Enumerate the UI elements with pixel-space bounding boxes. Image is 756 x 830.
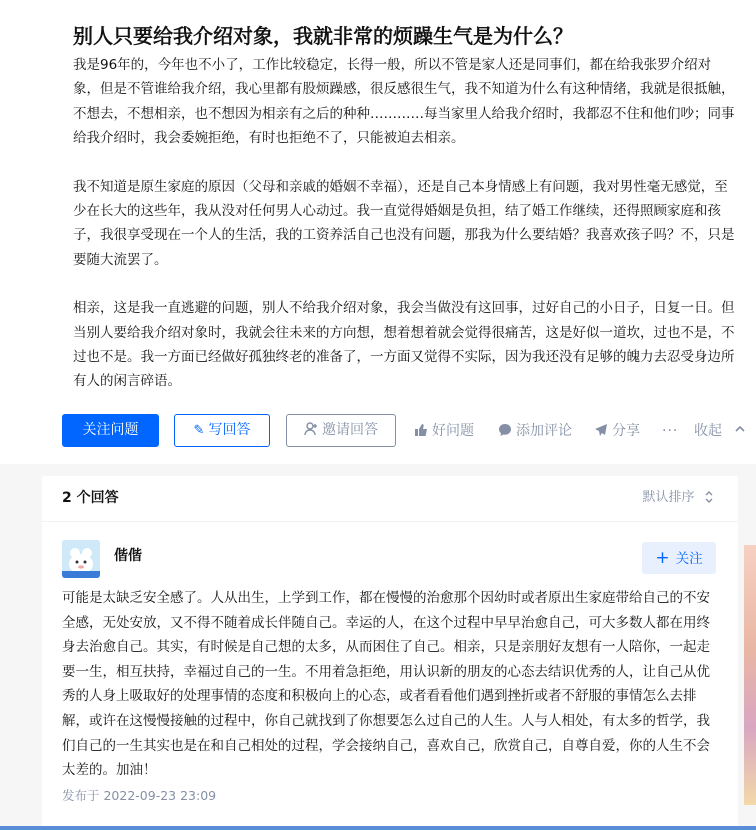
question-actions [62, 414, 756, 448]
collapse-button[interactable]: 收起 [694, 423, 722, 439]
good-question-label: 好问题 [432, 423, 474, 439]
answer-content: 可能是太缺乏安全感了。人从出生，上学到工作，都在慢慢的治愈那个因幼时或者原出生家庭带给自己的不安全感，无处安放，又不得不随着成长伴随自己。幸运的人，在这个过程中早早治愈自己，可大多数人都在用终身去治愈自己。其实，有时候是自己想的太多，从而困住了自己。相亲，只是亲朋好友想有一人陪你，一起走要一生，相互扶持，幸福过自己的一生。不用着急拒绝，用认识新的朋友的心态去结识优秀的人，让自己从优秀的人身上吸取好的处理事情的态度和积极向上的心态，或者看看他们遇到挫折或者不舒服的事情怎么去排解，或许在这慢慢接触的过程中，你自己就找到了你想要怎么过自己的人生。人与人相处，有太多的哲学，我们自己的一生其实也是在和自己相处的过程，学会接纳自己，喜欢自己，欣赏自己，自尊自爱，你的人生不会太差的。加油！ [62, 590, 710, 779]
question-paragraph: 相亲，这是我一直逃避的问题，别人不给我介绍对象，我会当做没有这回事，过好自己的小日子，日复一日。但当别人要给我介绍对象时，我就会往未来的方向想，想着想着就会觉得很痛苦，这是好似一道坎，过也不是，不过也不是。我一方面已经做好孤独终老的准备了，一方面又觉得不实际，因为我还没有足够的魄力去忍受身边所有人的闲言碎语。 [73, 300, 735, 390]
write-answer-label: 写回答 [208, 422, 251, 438]
add-comment-label: 添加评论 [516, 423, 572, 439]
question-paragraph: 我是96年的，今年也不小了，工作比较稳定，长得一般，所以不管是家人还是同事们，都在给我张罗介绍对象，但是不管谁给我介绍，我心里都有股烦躁感，很反感很生气，我不知道为什么有这种情绪，我就是很抵触，不想去，不想相亲，也不想因为相亲有之后的种种…………每当家里人给我介绍时，我都忍不住和他们吵；同事给我介绍时，我会委婉拒绝，有时也拒绝不了，只能被迫去相亲。 [73, 57, 735, 147]
answer-count: 2 个回答 [62, 490, 119, 506]
follow-question-button[interactable]: 关注问题 [62, 414, 159, 447]
invite-icon [304, 415, 318, 446]
sort-dropdown[interactable] [642, 488, 714, 508]
comment-icon [498, 422, 512, 442]
bottom-bar [0, 826, 756, 830]
share-icon [594, 422, 608, 442]
share-button[interactable] [594, 421, 640, 442]
answer-timestamp: 发布于 2022-09-23 23:09 [62, 788, 217, 803]
follow-author-label: 关注 [675, 551, 703, 567]
avatar[interactable] [62, 540, 100, 578]
more-button[interactable]: ··· [662, 423, 679, 439]
good-question-button[interactable] [414, 421, 474, 442]
share-label: 分享 [612, 423, 640, 439]
question-description [73, 53, 737, 418]
question-title: 别人只要给我介绍对象，我就非常的烦躁生气是为什么？ [73, 24, 573, 48]
question-paragraph: 我不知道是原生家庭的原因（父母和亲戚的婚姻不幸福），还是自己本身情感上有问题，我对男性毫无感觉，至少在长大的这些年，我从没对任何男人心动过。我一直觉得婚姻是负担，结了婚工作继续，还得照顾家庭和孩子，我很享受现在一个人的生活，我的工资养活自己也没有问题，那我为什么要结婚？我喜欢孩子吗？不，只是要随大流罢了。 [73, 178, 735, 268]
pencil-icon: ✎ [193, 423, 205, 438]
side-ad-image[interactable] [744, 545, 756, 805]
sort-icon [701, 491, 715, 504]
answer-card [42, 476, 738, 830]
answers-header [42, 476, 738, 522]
write-answer-button[interactable] [174, 414, 270, 447]
sort-label: 默认排序 [642, 490, 695, 505]
invite-answer-button[interactable] [286, 414, 396, 447]
invite-answer-label: 邀请回答 [322, 422, 378, 438]
thumb-up-icon [414, 422, 428, 442]
follow-author-button[interactable] [642, 542, 716, 574]
author-name[interactable]: 偕偕 [114, 548, 142, 564]
chevron-up-icon[interactable] [734, 421, 746, 441]
add-comment-button[interactable] [498, 421, 572, 442]
plus-icon: + [655, 548, 670, 568]
